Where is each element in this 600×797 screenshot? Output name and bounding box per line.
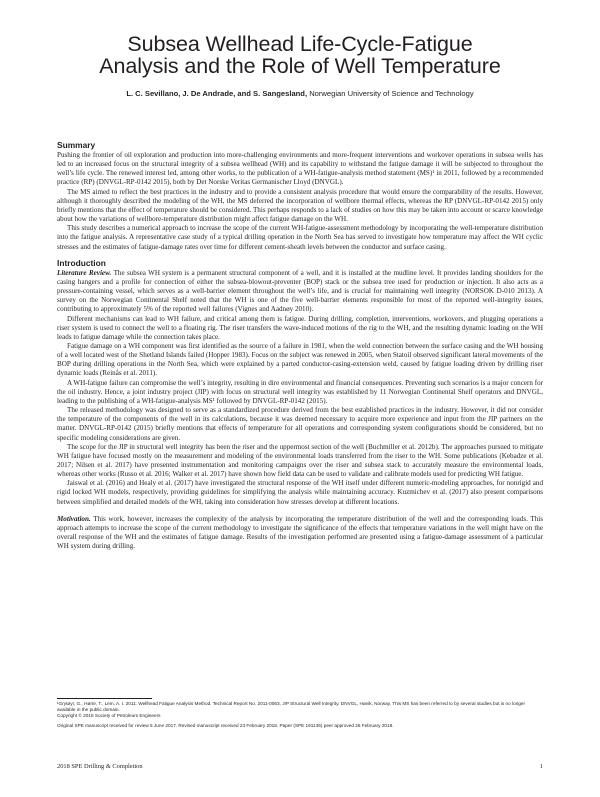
summary-paragraph-3: This study describes a numerical approach to increase the scope of the current WH-fatigue-assessment methodology by incorporating the well-temperature distribution into the fatigue analysis. A representative case study of a typical drilling operation in the North Sea has served to investigate how temperature may affect the WH cyclic stresses and the estimates of fatigue-damage rates over time for different cement-sheath levels between the conductor and surface casing.	[57, 224, 543, 251]
summary-paragraph-2: The MS aimed to reflect the best practices in the industry and to provide a consistent analysis procedure that would ensure the comparability of the results. However, although it thoroughly described the modeling of the WH, the MS deferred the incorporation of wellbore thermal effects, whereas the RP (DNVGL-RP-0142 2015) only briefly mentions that the effect of temperature should be considered. This perhaps responds to a lack of studies on how this may be taken into account or scarce knowledge about how the variations of wellbore-temperature distribution might affect fatigue damage on the WH.	[57, 187, 543, 224]
intro-paragraph-5: The released methodology was designed to serve as a standardized procedure derived from the best established practices in the industry. However, it did not consider the temperature of the components of the well in its calculations, because it was deemed necessary to acquire more experience and input from the JIP partners on the matter. DNVGL-RP-0142 (2015) briefly mentions that effects of temperature for all operations and corresponding system configurations should be considered, but no specific modeling considerations are given.	[57, 406, 543, 442]
literature-review-runin: Literature Review.	[57, 268, 112, 277]
footnote-rule	[57, 698, 152, 699]
article-body	[57, 140, 543, 551]
paper-title	[40, 33, 560, 77]
manuscript-history: Original SPE manuscript received for review 5 June 2017. Revised manuscript received 23 February 2018. Paper (SPE 191136) peer approved 26 February 2018.	[57, 723, 394, 728]
intro-paragraph-1-text: The subsea WH system is a permanent structural component of a well, and it is installed at the mudline level. It provides landing shoulders for the casing hangers and a profile for connection of either the subsea-blowout-preventer (BOP) stack or the subsea tree used for production or injection. It also acts as a pressure-containing vessel, which serves as a well-barrier element throughout the well’s life, and is crucial for maintaining well integrity (NORSOK D-010 2013). A survey on the Norwegian Continental Shelf noted that the WH is one of the five well-barrier elements responsible for most of the reported well-integrity issues, contributing to approximately 5% of the reported well failures (Vignes and Aadnøy 2010).	[57, 268, 543, 314]
intro-paragraph-6: The scope for the JIP in structural well integrity has been the riser and the uppermost section of the well (Buchmiller et al. 2012b). The approaches pursued to mitigate WH fatigue have focused mostly on the measurement and modeling of the environmental loads transferred from the riser to the WH. Some publications (Kebadze et al. 2017; Nilsen et al. 2017) have presented instrumentation and monitoring campaigns over the riser and subsea stack to accurately measure the environmental loads, whereas other works (Russo et al. 2016; Walker et al. 2017) have shown how field data can be used to validate and calibrate models used for predicting WH fatigue.	[57, 442, 543, 479]
page-number: 1	[539, 763, 543, 770]
intro-paragraph-4: A WH-fatigue failure can compromise the well’s integrity, resulting in dire environmental and financial consequences. Preventing such scenarios is a major concern for the oil industry. Hence, a joint industry project (JIP) with focus on structural well integrity was established by 11 Norwegian Continental Shelf operators and DNVGL, leading to the publishing of a WH-fatigue-analysis MS¹ followed by DNVGL-RP-0142 (2015).	[57, 378, 543, 405]
author-names: L. C. Sevillano, J. De Andrade, and S. Sangesland,	[126, 89, 308, 98]
motivation-paragraph	[57, 515, 543, 552]
author-affiliation: Norwegian University of Science and Technology	[309, 89, 474, 98]
intro-paragraph-2: Different mechanisms can lead to WH failure, and critical among them is fatigue. During drilling, completion, interventions, workovers, and plugging operations a riser system is used to connect the well to a floating rig. The riser transfers the wave-induced motions of the rig to the WH, and the resulting dynamic loading on the WH leads to fatigue damage while the connection takes place.	[57, 314, 543, 341]
footnotes	[57, 701, 543, 729]
introduction-heading: Introduction	[57, 257, 106, 268]
intro-paragraph-7: Jaiswal et al. (2016) and Healy et al. (2017) have investigated the structural response of the WH itself under different numeric-modeling approaches, for nonrigid and rigid locked WH models, respectively, providing guidelines for simplifying the analysis while maintaining accuracy. Kuzmichev et al. (2017) also present comparisons between simplified and detailed models of the WH, taking into consideration how stresses develop at different locations.	[57, 479, 543, 506]
summary-paragraph-1: Pushing the frontier of oil exploration and production into more-challenging environments and more-frequent interventions and workover operations in subsea wells has led to an increased focus on the structural integrity of a subsea wellhead (WH) and its capability to withstand the fatigue damage it will be subjected to throughout the well’s life cycle. The renewed interest led, among other works, to the publication of a WH-fatigue-analysis method statement (MS)¹ in 2011, followed by a recommended practice (RP) (DNVGL-RP-0142 2015), both by Det Norske Veritas Germanischer Lloyd (DNVGL).	[57, 151, 543, 187]
intro-paragraph-1	[57, 269, 543, 315]
copyright-line: Copyright © 2018 Society of Petroleum Engineers	[57, 713, 161, 718]
motivation-text: This work, however, increases the complexity of the analysis by incorporating the temperature distribution of the well and the corresponding loads. This approach attempts to increase the scope of the current methodology to investigate the significance of the effects that temperature variations in the well might have on the overall response of the WH and the estimates of fatigue damage. Results of the investigation performed are presented using a fatigue-damage assessment of a particular WH system during drilling.	[57, 514, 543, 551]
summary-heading: Summary	[57, 140, 96, 150]
journal-name: 2018 SPE Drilling & Completion	[57, 763, 143, 770]
title-line-2: Analysis and the Role of Well Temperature	[99, 54, 501, 78]
intro-paragraph-3: Fatigue damage on a WH component was first identified as the source of a failure in 1981, when the weld connection between the surface casing and the WH housing of a well located west of the Shetland Islands failed (Hopper 1983). Focus on the subject was renewed in 2005, when Statoil observed significant lateral movements of the BOP during drilling operations in the North Sea, which were explained by a parted conductor-casing-extension weld, caused by fatigue loading driven by drilling riser dynamic loads (Reinås et al. 2011).	[57, 341, 543, 378]
footnote-1: ¹Grytøyr, G., Hørte, T., Lem, A. I. 2011. Wellhead Fatigue Analysis Method. Technical Report No. 2011-0063, JIP Structural Well Integrity. DNVGL, Høvik, Norway. This MS has been referred to by several studies but is no longer available in the public domain.	[57, 701, 526, 712]
motivation-runin: Motivation.	[57, 514, 91, 523]
title-line-1: Subsea Wellhead Life-Cycle-Fatigue	[127, 32, 473, 56]
author-line	[40, 89, 560, 99]
page-footer	[57, 763, 543, 771]
